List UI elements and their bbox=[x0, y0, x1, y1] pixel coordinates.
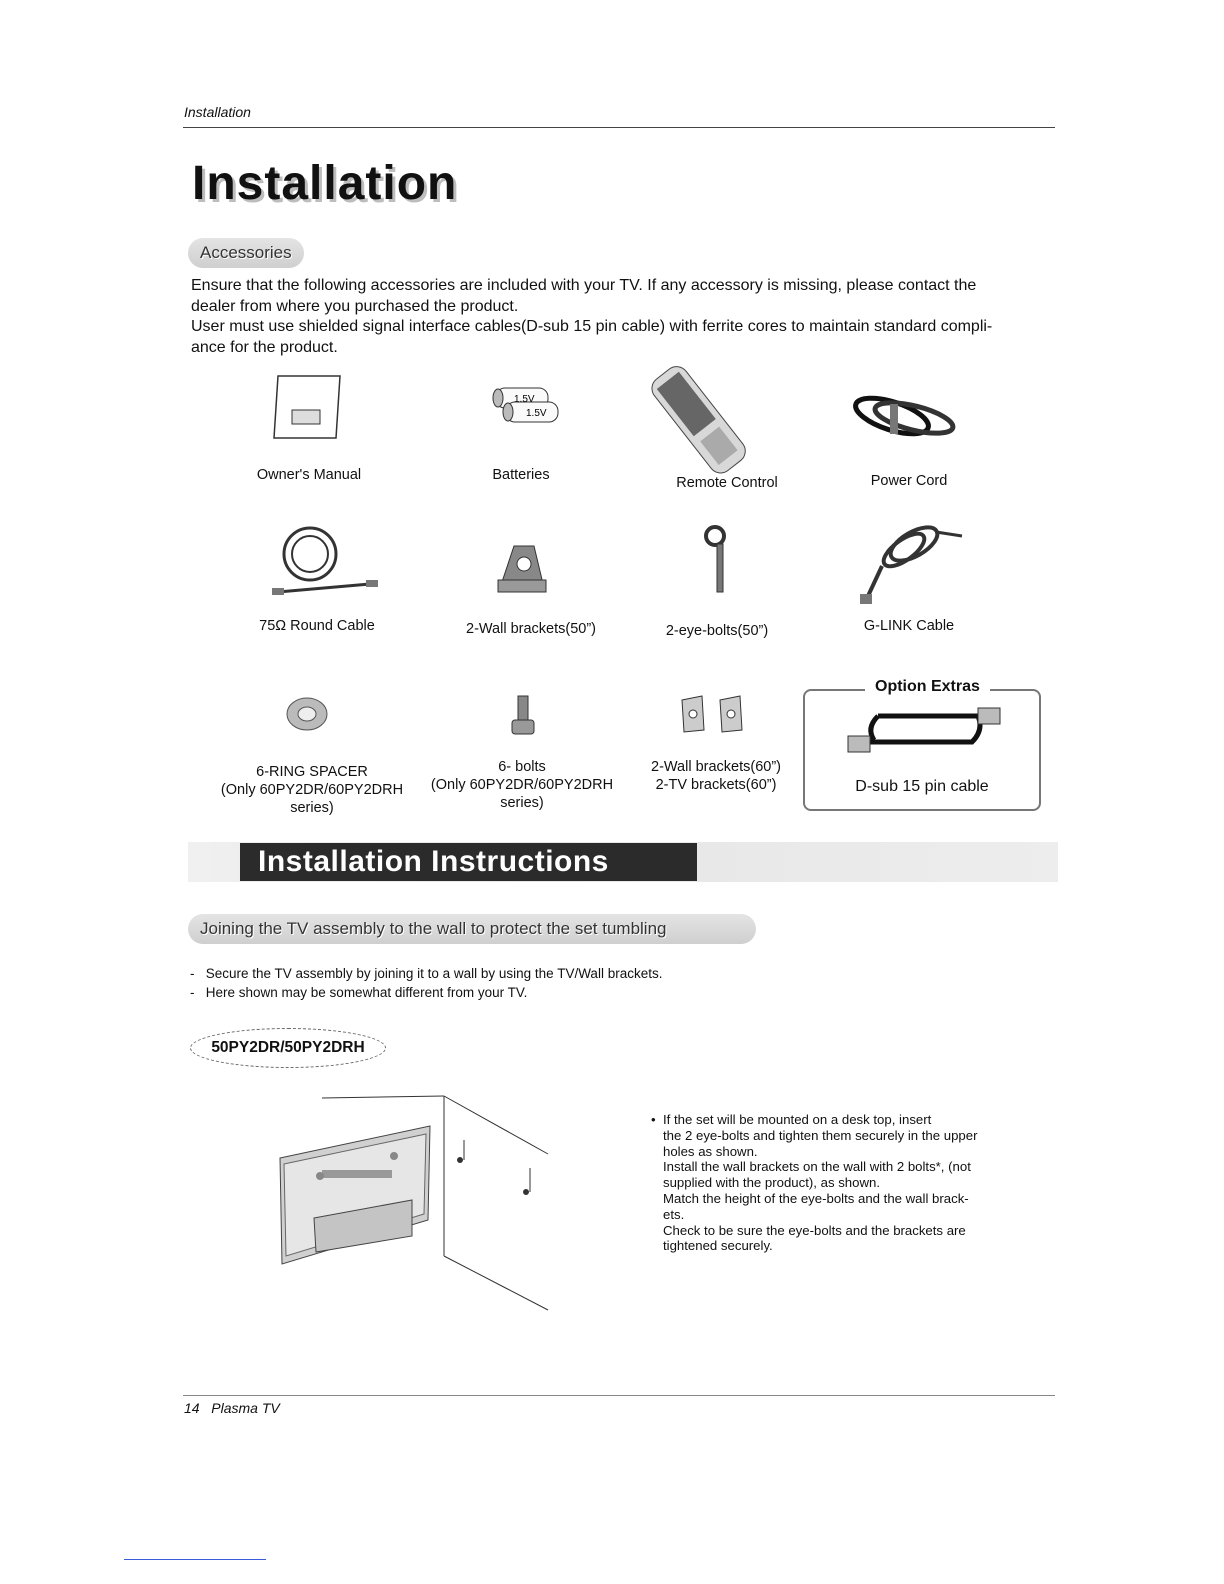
mounting-note bbox=[651, 1112, 1031, 1254]
note-bullet: • bbox=[651, 1112, 656, 1127]
option-extras-title: Option Extras bbox=[865, 678, 990, 696]
accessory-item: 75Ω Round Cable bbox=[259, 618, 375, 634]
accessory-item: Owner's Manual bbox=[256, 467, 362, 483]
page-footer bbox=[184, 1400, 280, 1416]
bolt-icon bbox=[510, 694, 538, 738]
list-item: - Secure the TV assembly by joining it to a wall by using the TV/Wall brackets. bbox=[190, 966, 663, 981]
remote-control-icon bbox=[640, 360, 756, 478]
battery-label: 1.5V bbox=[526, 408, 547, 419]
dsub-cable-icon bbox=[828, 704, 1018, 756]
wall-bracket-icon bbox=[494, 538, 550, 594]
instructions-title: Installation Instructions bbox=[240, 843, 697, 881]
note-line: If the set will be mounted on a desk top, insert bbox=[663, 1112, 932, 1127]
accessory-item: Remote Control bbox=[676, 475, 778, 491]
running-header: Installation bbox=[184, 104, 251, 120]
note-line: supplied with the product), as shown. bbox=[663, 1175, 880, 1191]
eye-bolt-icon bbox=[702, 524, 732, 594]
accessories-section-label: Accessories bbox=[188, 238, 304, 268]
instructions-subtitle: Joining the TV assembly to the wall to protect the set tumbling bbox=[188, 914, 756, 944]
page-number: 14 bbox=[184, 1400, 200, 1416]
accessory-item: 2-Wall brackets(50”) bbox=[466, 621, 596, 637]
brackets-60-icon bbox=[676, 692, 752, 736]
wall-mount-diagram bbox=[272, 1090, 556, 1312]
accessory-item: 6- bolts (Only 60PY2DR/60PY2DRH series) bbox=[430, 759, 614, 811]
instructions-bullets bbox=[190, 964, 662, 1002]
battery-label: 1.5V bbox=[514, 394, 535, 405]
power-cord-icon bbox=[850, 384, 964, 450]
link-underline bbox=[124, 1559, 266, 1560]
intro-line: ance for the product. bbox=[191, 338, 338, 356]
option-extras-label: D-sub 15 pin cable bbox=[855, 778, 989, 795]
note-line: tightened securely. bbox=[663, 1238, 773, 1254]
batteries-icon bbox=[482, 384, 566, 428]
ring-spacer-icon bbox=[284, 694, 330, 734]
footer-rule bbox=[183, 1395, 1055, 1396]
model-tag: 50PY2DR/50PY2DRH bbox=[190, 1028, 386, 1068]
note-line: the 2 eye-bolts and tighten them securely in the upper bbox=[663, 1127, 978, 1143]
list-item: - Here shown may be somewhat different from your TV. bbox=[190, 985, 528, 1000]
note-line: Install the wall brackets on the wall with 2 bolts*, (not bbox=[663, 1159, 971, 1175]
intro-line: Ensure that the following accessories are included with your TV. If any accessory is missing, please contact the bbox=[191, 277, 977, 294]
glink-cable-icon bbox=[852, 514, 968, 608]
note-line: holes as shown. bbox=[663, 1143, 758, 1159]
accessory-item: Batteries bbox=[492, 467, 550, 483]
footer-product: Plasma TV bbox=[211, 1400, 280, 1416]
accessories-intro bbox=[191, 276, 1041, 358]
note-line: Check to be sure the eye-bolts and the brackets are bbox=[663, 1222, 966, 1238]
intro-line: dealer from where you purchased the product. bbox=[191, 297, 519, 315]
page-title: Installation bbox=[192, 157, 458, 210]
header-rule bbox=[183, 127, 1055, 128]
note-line: ets. bbox=[663, 1206, 685, 1222]
accessory-item: G-LINK Cable bbox=[863, 618, 955, 634]
accessory-item: 2-eye-bolts(50”) bbox=[665, 623, 769, 639]
manual-icon bbox=[272, 374, 342, 440]
round-cable-icon bbox=[270, 524, 382, 600]
accessory-item: 6-RING SPACER (Only 60PY2DR/60PY2DRH series) bbox=[220, 764, 404, 816]
accessory-item: 2-Wall brackets(60”) 2-TV brackets(60”) bbox=[651, 759, 781, 793]
accessory-item: Power Cord bbox=[870, 473, 948, 489]
note-line: Match the height of the eye-bolts and the wall brack- bbox=[663, 1190, 969, 1206]
intro-line: User must use shielded signal interface cables(D-sub 15 pin cable) with ferrite cores to maintain standard compli- bbox=[191, 318, 993, 335]
